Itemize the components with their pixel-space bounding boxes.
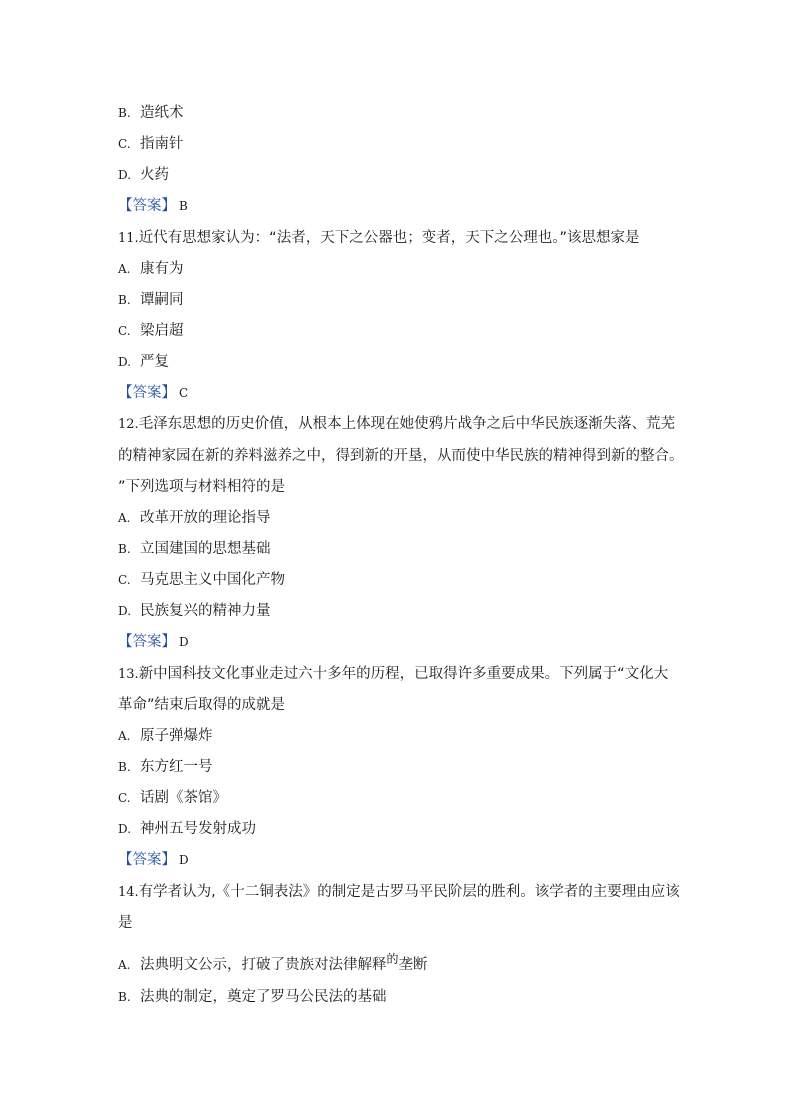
option-text: 火药	[140, 167, 169, 183]
option-text: 法典的制定，奠定了罗马公民法的基础	[140, 989, 387, 1005]
option-text: 造纸术	[140, 105, 184, 121]
question-text: ”下列选项与材料相符的是	[118, 479, 286, 495]
question-text: 革命”结束后取得的成就是	[118, 697, 286, 713]
option-letter: D.	[118, 604, 132, 618]
option-text: 垄断	[398, 957, 428, 973]
option-text: 立国建国的思想基础	[140, 541, 271, 557]
q10-option-c	[118, 134, 184, 154]
option-text: 谭嗣同	[140, 292, 184, 308]
q14-option-b	[118, 987, 387, 1007]
option-letter: D.	[118, 168, 132, 182]
question-number: 13.	[118, 667, 139, 682]
option-text: 话剧《茶馆》	[140, 790, 227, 806]
q12-answer	[118, 632, 189, 652]
q12-stem-line-3	[118, 477, 285, 497]
q11-option-a	[118, 259, 184, 279]
answer-value: B	[179, 199, 188, 213]
option-text: 民族复兴的精神力量	[140, 603, 271, 619]
answer-value: D	[179, 635, 189, 649]
option-text: 改革开放的理论指导	[140, 510, 271, 526]
q13-option-c	[118, 788, 227, 808]
q10-option-d	[118, 165, 169, 185]
answer-value: C	[179, 386, 189, 400]
option-letter: B.	[118, 990, 131, 1004]
q11-option-b	[118, 290, 184, 310]
option-letter: A.	[118, 262, 131, 276]
q12-option-a	[118, 508, 271, 528]
option-text: 神州五号发射成功	[140, 821, 256, 837]
q13-option-b	[118, 757, 213, 777]
option-text: 东方红一号	[140, 759, 213, 775]
q12-option-d	[118, 601, 271, 621]
answer-label: 【答案】	[118, 852, 176, 868]
q11-stem	[118, 228, 639, 249]
answer-label: 【答案】	[118, 634, 176, 650]
option-letter: D.	[118, 355, 132, 369]
q13-answer	[118, 850, 189, 870]
option-text: 康有为	[140, 261, 184, 277]
q13-stem-line-1	[118, 664, 668, 685]
question-text: 近代有思想家认为：“法者，天下之公器也；变者，天下之公理也。”该思想家是	[138, 230, 640, 246]
q12-stem-line-2	[118, 446, 684, 466]
answer-label: 【答案】	[118, 198, 176, 214]
q10-answer	[118, 196, 188, 216]
question-number: 11.	[118, 231, 139, 246]
option-letter: B.	[118, 760, 131, 774]
option-letter: C.	[118, 573, 131, 587]
q12-option-c	[118, 570, 285, 590]
q13-stem-line-2	[118, 695, 285, 715]
q14-option-a	[118, 952, 428, 975]
option-letter: B.	[118, 542, 131, 556]
option-letter: B.	[118, 106, 131, 120]
option-letter: C.	[118, 324, 131, 338]
answer-label: 【答案】	[118, 385, 176, 401]
question-text: 的精神家园在新的养料滋养之中，得到新的开垦，从而使中华民族的精神得到新的整合。	[118, 448, 684, 464]
question-text: 毛泽东思想的历史价值，从根本上体现在她使鸦片战争之后中华民族逐渐失落、荒芜	[138, 416, 676, 432]
option-letter: B.	[118, 293, 131, 307]
option-letter: C.	[118, 137, 131, 151]
q12-option-b	[118, 539, 271, 559]
question-text: 是	[118, 915, 133, 931]
q12-stem-line-1	[118, 414, 675, 435]
option-text-superscript: 的	[386, 952, 399, 966]
q11-option-d	[118, 352, 169, 372]
q13-option-a	[118, 726, 213, 746]
answer-value: D	[179, 853, 189, 867]
option-text: 原子弹爆炸	[140, 728, 213, 744]
option-text: 指南针	[140, 136, 184, 152]
question-number: 12.	[118, 417, 139, 432]
q11-option-c	[118, 321, 184, 341]
q10-option-b	[118, 103, 184, 123]
option-letter: A.	[118, 511, 131, 525]
q13-option-d	[118, 819, 256, 839]
q14-stem-line-2	[118, 913, 133, 933]
option-text: 法典明文公示，打破了贵族对法律解释	[140, 957, 387, 973]
option-letter: A.	[118, 958, 131, 972]
option-letter: D.	[118, 822, 132, 836]
option-text: 马克思主义中国化产物	[140, 572, 285, 588]
question-number: 14.	[118, 885, 139, 900]
q11-answer	[118, 383, 188, 403]
question-text: 有学者认为,《十二铜表法》的制定是古罗马平民阶层的胜利。该学者的主要理由应该	[138, 884, 680, 900]
question-text: 新中国科技文化事业走过六十多年的历程，已取得许多重要成果。下列属于“文化大	[138, 666, 669, 682]
q14-stem-line-1	[118, 882, 680, 903]
option-letter: C.	[118, 791, 131, 805]
option-text: 严复	[140, 354, 169, 370]
option-letter: A.	[118, 729, 131, 743]
option-text: 梁启超	[140, 323, 184, 339]
